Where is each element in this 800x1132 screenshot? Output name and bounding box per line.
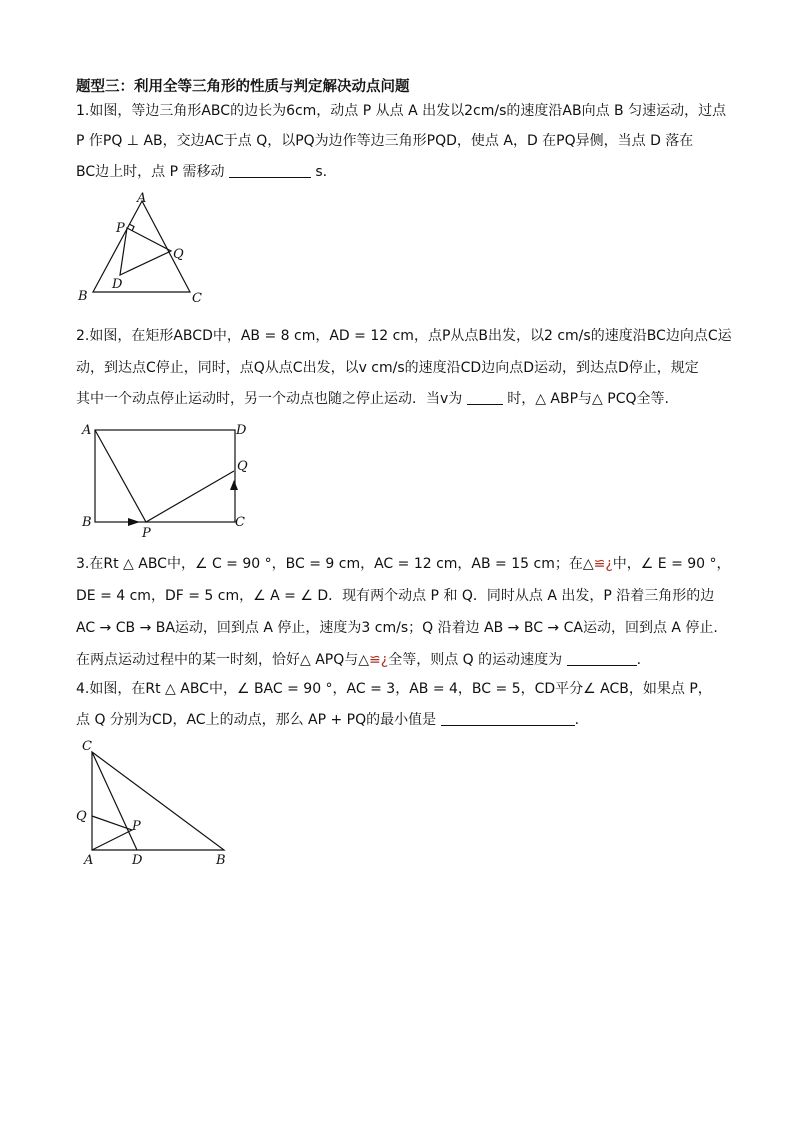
q2-answer-blank[interactable] — [467, 390, 503, 405]
q3-line-3: AC → CB → BA运动，回到点 A 停止，速度为3 cm/s；Q 沿着边 AB → BC → CA运动，回到点 A 停止. — [76, 620, 718, 636]
q2-line-2: 动，到达点C停止，同时，点Q从点C出发，以v cm/s的速度沿CD边向点D运动，到达点D停止，规定 — [76, 360, 699, 376]
q1-label-d: D — [112, 277, 123, 292]
section-heading: 题型三：利用全等三角形的性质与判定解决动点问题 — [76, 79, 410, 95]
q1-answer-blank[interactable] — [229, 163, 311, 178]
q2-line-3 — [76, 389, 669, 409]
q2-label-c: C — [235, 515, 245, 530]
q4-segments-qp-pa — [92, 816, 132, 850]
q3-line-4-text-a: 在两点运动过程中的某一时刻，恰好△ APQ与△ — [76, 652, 370, 668]
q3-line-4-text-b: 全等，则点 Q 的运动速度为 — [388, 652, 563, 668]
q4-figure — [72, 736, 242, 866]
q1-line-2: P 作PQ ⊥ AB，交边AC于点 Q，以PQ为边作等边三角形PQD，使点 A，D 在PQ异侧，当点 D 落在 — [76, 133, 694, 149]
q1-label-b: B — [78, 289, 88, 304]
q2-line-3-text-a: 其中一个动点停止运动时，另一个动点也随之停止运动．当v为 — [76, 391, 463, 407]
q4-label-q: Q — [76, 809, 87, 824]
q3-line-1-text-b: 中，∠ E = 90 °， — [612, 556, 731, 572]
q3-line-4 — [76, 650, 641, 670]
q4-label-b: B — [216, 853, 226, 866]
q4-answer-blank[interactable] — [441, 711, 575, 726]
q2-arrow-up-icon — [230, 480, 238, 490]
q3-glyph-2: ≌¿ — [369, 652, 389, 668]
q3-line-1-text-a: 3.在Rt △ ABC中，∠ C = 90 °，BC = 9 cm，AC = 12 cm，AB = 15 cm；在△ — [76, 556, 594, 572]
q4-label-p: P — [132, 819, 141, 834]
q2-arrow-right-icon — [128, 518, 140, 526]
q4-label-d: D — [132, 853, 143, 866]
q2-label-p: P — [142, 526, 151, 541]
q2-segments-ap-pq — [95, 430, 234, 522]
q2-label-q: Q — [237, 459, 248, 474]
q2-label-b: B — [82, 515, 92, 530]
q1-line-3-end: s. — [315, 164, 328, 180]
q2-rectangle-abcd — [95, 430, 235, 522]
q4-triangle-abc — [92, 752, 224, 850]
q3-line-1 — [76, 554, 731, 574]
q2-label-a: A — [82, 423, 92, 438]
q1-figure — [74, 188, 214, 306]
q2-label-d: D — [236, 423, 247, 438]
q1-line-1: 1.如图，等边三角形ABC的边长为6cm，动点 P 从点 A 出发以2cm/s的速度沿AB向点 B 匀速运动，过点 — [76, 103, 727, 119]
q1-label-a: A — [137, 191, 147, 206]
q3-answer-blank[interactable] — [567, 651, 637, 666]
q4-label-a: A — [84, 853, 94, 866]
q2-figure — [74, 418, 264, 542]
q4-line-2 — [76, 710, 579, 730]
q3-glyph-1: ≌¿ — [593, 556, 613, 572]
q1-label-q: Q — [173, 247, 184, 262]
q2-line-3-text-b: 时，△ ABP与△ PCQ全等. — [507, 391, 669, 407]
q3-line-2: DE = 4 cm，DF = 5 cm，∠ A = ∠ D．现有两个动点 P 和 Q．同时从点 A 出发，P 沿着三角形的边 — [76, 588, 715, 604]
q2-line-1: 2.如图，在矩形ABCD中，AB = 8 cm，AD = 12 cm，点P从点B出发，以2 cm/s的速度沿BC边向点C运 — [76, 328, 732, 344]
q4-line-2-end: . — [574, 712, 580, 728]
q1-triangle-pqd — [120, 228, 171, 275]
q1-label-c: C — [192, 291, 202, 306]
q4-line-2-text-a: 点 Q 分别为CD，AC上的动点，那么 AP + PQ的最小值是 — [76, 712, 437, 728]
q4-line-1: 4.如图，在Rt △ ABC中，∠ BAC = 90 °，AC = 3，AB = 4，BC = 5，CD平分∠ ACB，如果点 P， — [76, 681, 712, 697]
q1-line-3 — [76, 162, 327, 182]
q3-line-4-end: . — [636, 652, 642, 668]
q1-label-p: P — [116, 221, 125, 236]
q4-label-c: C — [82, 739, 92, 754]
q1-line-3-text: BC边上时，点 P 需移动 — [76, 164, 225, 180]
q4-segment-cd — [92, 752, 137, 850]
